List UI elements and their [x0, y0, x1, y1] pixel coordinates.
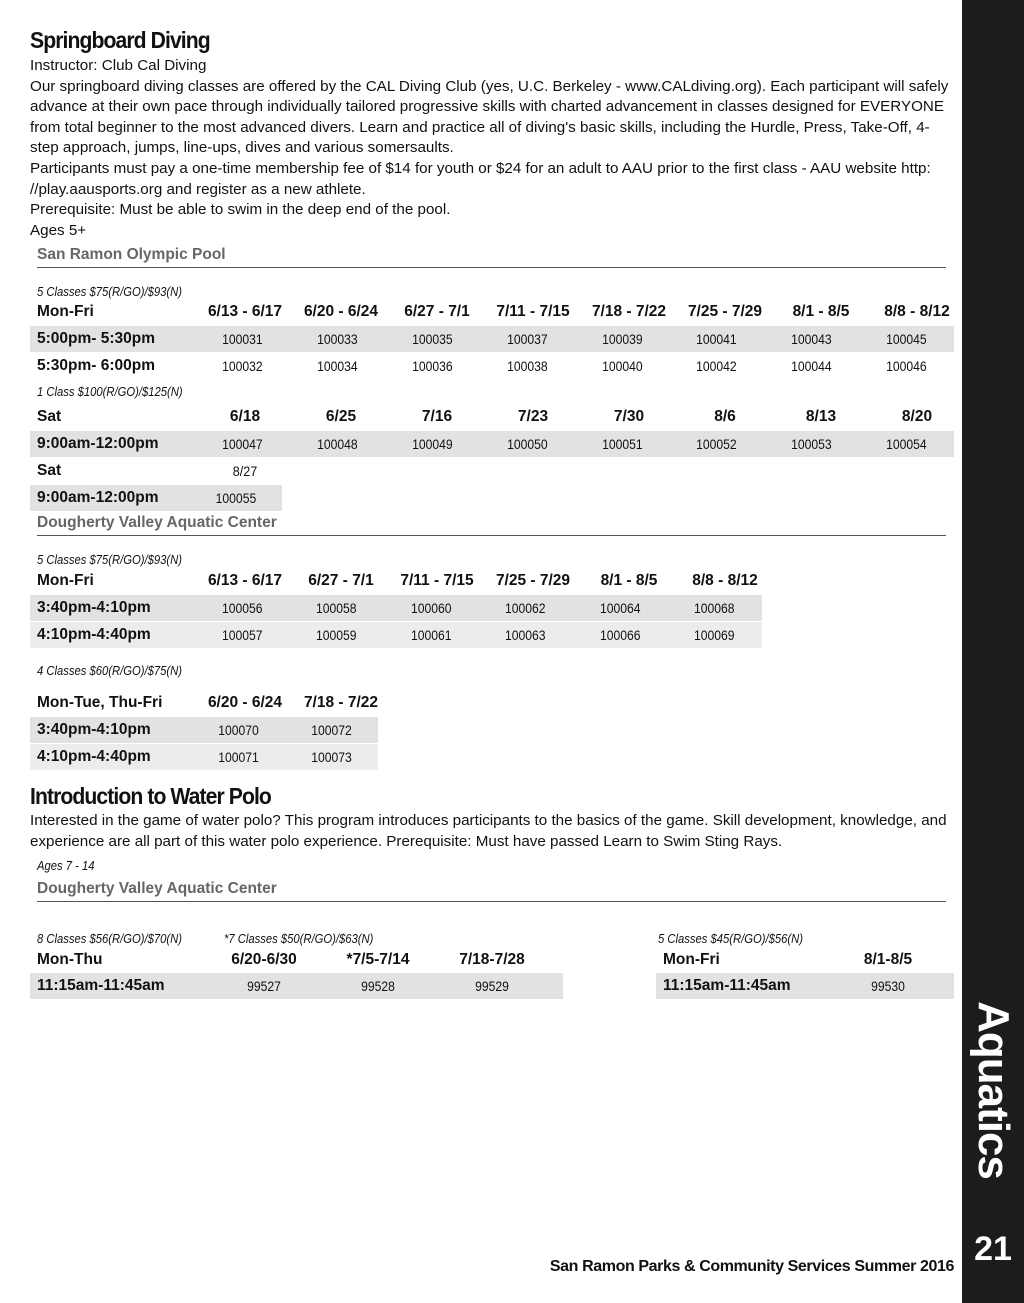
- class-code: 100071: [218, 749, 259, 765]
- date-header: 6/25: [325, 408, 357, 425]
- date-header: 6/27 - 7/1: [404, 303, 470, 320]
- date-header: 8/8 - 8/12: [884, 303, 950, 320]
- date-header: 6/13 - 6/17: [207, 303, 283, 320]
- diving-desc: Our springboard diving classes are offered by the CAL Diving Club (yes, U.C. Berkeley - www.CALdiving.org). Each participant will safely advance at their own pace through individually tailored progressive skills with charted advancement in classes designed for EVERYONE from total beginner to the most advanced divers. Learn and practice all of diving's basic skills, including the Hurdle, Press, Take-Off, 4-step approach, jumps, line-ups, dives and various somersaults.: [30, 77, 949, 157]
- date-header: 7/25 - 7/29: [495, 572, 571, 589]
- class-code: 100054: [886, 436, 927, 452]
- class-code: 100049: [411, 436, 453, 452]
- table-row: [30, 973, 563, 999]
- class-code: 99528: [361, 978, 395, 994]
- diving-title: Springboard Diving: [30, 27, 210, 53]
- date-header: 7/16: [421, 408, 453, 425]
- time-label: 4:10pm-4:40pm: [37, 626, 151, 643]
- table-header-row: [656, 947, 933, 973]
- class-code: 100039: [601, 331, 643, 347]
- class-code: 100066: [599, 627, 641, 643]
- date-header: 8/8 - 8/12: [692, 572, 758, 589]
- class-code: 100045: [886, 331, 927, 347]
- day-label: Sat: [37, 408, 62, 425]
- date-header: 7/18 - 7/22: [303, 694, 379, 711]
- table-row: [30, 431, 954, 457]
- class-code: 100041: [696, 331, 738, 347]
- instructor-line: Instructor: Club Cal Diving: [30, 57, 207, 74]
- class-code: 100036: [411, 358, 453, 374]
- class-code: 100072: [311, 722, 352, 738]
- time-label: 11:15am-11:45am: [37, 977, 165, 994]
- class-code: 100059: [316, 627, 357, 643]
- class-code: 100050: [506, 436, 548, 452]
- class-code: 100057: [221, 627, 263, 643]
- price-note: 5 Classes $45(R/GO)/$56(N): [658, 932, 804, 946]
- table-header-row: [30, 299, 965, 325]
- class-code: 100037: [506, 331, 548, 347]
- table-header-row: [30, 947, 549, 973]
- class-code: 100070: [218, 722, 259, 738]
- table-row: [30, 622, 762, 648]
- table-row: [30, 326, 954, 352]
- day-label: Sat: [37, 462, 62, 479]
- price-note: 8 Classes $56(R/GO)/$70(N): [37, 932, 183, 946]
- class-code: 100060: [410, 600, 452, 616]
- day-label: Mon-Thu: [37, 951, 103, 968]
- date-header: 8/13: [805, 408, 837, 425]
- class-code: 100032: [222, 358, 263, 374]
- date-header: 6/20 - 6/24: [207, 694, 283, 711]
- date-header: 7/25 - 7/29: [687, 303, 763, 320]
- membership-fee: Participants must pay a one-time membership fee of $14 for youth or $24 for an adult to AAU prior to the first class - AAU website http: //play.aausports.org and register as a new athlete.: [30, 159, 931, 198]
- date-header: 8/20: [901, 408, 933, 425]
- time-label: 9:00am-12:00pm: [37, 489, 159, 506]
- class-code: 100062: [505, 600, 546, 616]
- class-code: 100055: [215, 490, 257, 506]
- footer-text: San Ramon Parks & Community Services Summer 2016: [549, 1258, 954, 1275]
- location-dougherty-valley: Dougherty Valley Aquatic Center: [37, 514, 946, 536]
- class-code: 100038: [506, 358, 548, 374]
- date-header: 6/18: [229, 408, 261, 425]
- table-row: [656, 973, 954, 999]
- class-code: 100064: [599, 600, 641, 616]
- ages: Ages 5+: [30, 221, 87, 239]
- class-code: 100043: [791, 331, 832, 347]
- time-label: 3:40pm-4:10pm: [37, 721, 151, 738]
- class-code: 100053: [791, 436, 832, 452]
- table-row: [30, 595, 762, 621]
- class-code: 100073: [311, 749, 352, 765]
- class-code: 100034: [317, 358, 358, 374]
- date-header: 7/30: [613, 408, 645, 425]
- price-note: 1 Class $100(R/GO)/$125(N): [37, 385, 183, 399]
- class-code: 100044: [791, 358, 832, 374]
- class-code: 99530: [871, 978, 905, 994]
- date-header: 7/11 - 7/15: [400, 572, 474, 589]
- polo-title: Introduction to Water Polo: [30, 783, 271, 809]
- table-row: [30, 744, 378, 770]
- polo-desc: Interested in the game of water polo? This program introduces participants to the basics of the game. Skill development, knowledge, and experience are all part of this water polo experience. Prerequisite: Must have passed Learn to Swim Sting Rays.: [30, 812, 947, 850]
- table-row: [30, 717, 378, 743]
- date-header: 7/18-7/28: [459, 951, 525, 968]
- day-label: Mon-Fri: [37, 303, 94, 320]
- date-header: 8/1 - 8/5: [792, 303, 850, 320]
- date-header: 6/13 - 6/17: [207, 572, 283, 589]
- price-note: 4 Classes $60(R/GO)/$75(N): [37, 664, 183, 678]
- day-label: Mon-Fri: [37, 572, 94, 589]
- class-code: 100058: [316, 600, 357, 616]
- prerequisite: Prerequisite: Must be able to swim in the deep end of the pool.: [30, 201, 451, 219]
- table-row: [30, 353, 954, 379]
- date-header: 8/1 - 8/5: [600, 572, 658, 589]
- class-code: 99527: [247, 978, 281, 994]
- class-code: 99529: [475, 978, 509, 994]
- date-header: 6/20 - 6/24: [303, 303, 379, 320]
- price-note: 5 Classes $75(R/GO)/$93(N): [37, 553, 183, 567]
- class-code: 100047: [222, 436, 263, 452]
- table-header-row: [30, 690, 389, 716]
- class-code: 100069: [694, 627, 735, 643]
- price-note: 5 Classes $75(R/GO)/$93(N): [37, 285, 183, 299]
- time-label: 9:00am-12:00pm: [37, 435, 159, 452]
- date-header: 8/1-8/5: [863, 951, 913, 968]
- table-row: [30, 485, 282, 511]
- class-code: 100061: [410, 627, 452, 643]
- location-olympic-pool: San Ramon Olympic Pool: [37, 246, 946, 268]
- class-code: 100046: [886, 358, 927, 374]
- date-header: 8/6: [714, 408, 736, 425]
- class-code: 100051: [601, 436, 643, 452]
- class-code: 100052: [696, 436, 738, 452]
- day-label: Mon-Tue, Thu-Fri: [37, 694, 163, 711]
- location-dougherty-valley: Dougherty Valley Aquatic Center: [37, 880, 946, 902]
- date-header: 7/11 - 7/15: [496, 303, 570, 320]
- polo-ages: Ages 7 - 14: [37, 859, 95, 873]
- table-header-row: [30, 568, 773, 594]
- class-code: 100063: [505, 627, 546, 643]
- date-header: 8/27: [232, 463, 258, 479]
- date-header: 6/27 - 7/1: [308, 572, 374, 589]
- class-code: 100048: [317, 436, 358, 452]
- time-label: 4:10pm-4:40pm: [37, 748, 151, 765]
- day-label: Mon-Fri: [663, 951, 720, 968]
- class-code: 100031: [222, 331, 263, 347]
- class-code: 100056: [221, 600, 263, 616]
- date-header: *7/5-7/14: [346, 951, 410, 968]
- time-label: 11:15am-11:45am: [663, 977, 791, 994]
- price-note: *7 Classes $50(R/GO)/$63(N): [224, 932, 374, 946]
- date-header: 6/20-6/30: [231, 951, 297, 968]
- class-code: 100035: [411, 331, 453, 347]
- time-label: 3:40pm-4:10pm: [37, 599, 151, 616]
- table-header-row: [30, 404, 965, 430]
- time-label: 5:00pm- 5:30pm: [37, 330, 156, 347]
- class-code: 100040: [601, 358, 643, 374]
- page-number: 21: [974, 1230, 1012, 1268]
- class-code: 100068: [694, 600, 735, 616]
- section-label: Aquatics: [969, 1001, 1018, 1179]
- class-code: 100042: [696, 358, 738, 374]
- polo-description: [30, 811, 958, 852]
- time-label: 5:30pm- 6:00pm: [37, 357, 156, 374]
- diving-description: [30, 56, 958, 241]
- class-code: 100033: [317, 331, 358, 347]
- date-header: 7/23: [517, 408, 549, 425]
- table-header-row: [30, 458, 293, 484]
- date-header: 7/18 - 7/22: [591, 303, 667, 320]
